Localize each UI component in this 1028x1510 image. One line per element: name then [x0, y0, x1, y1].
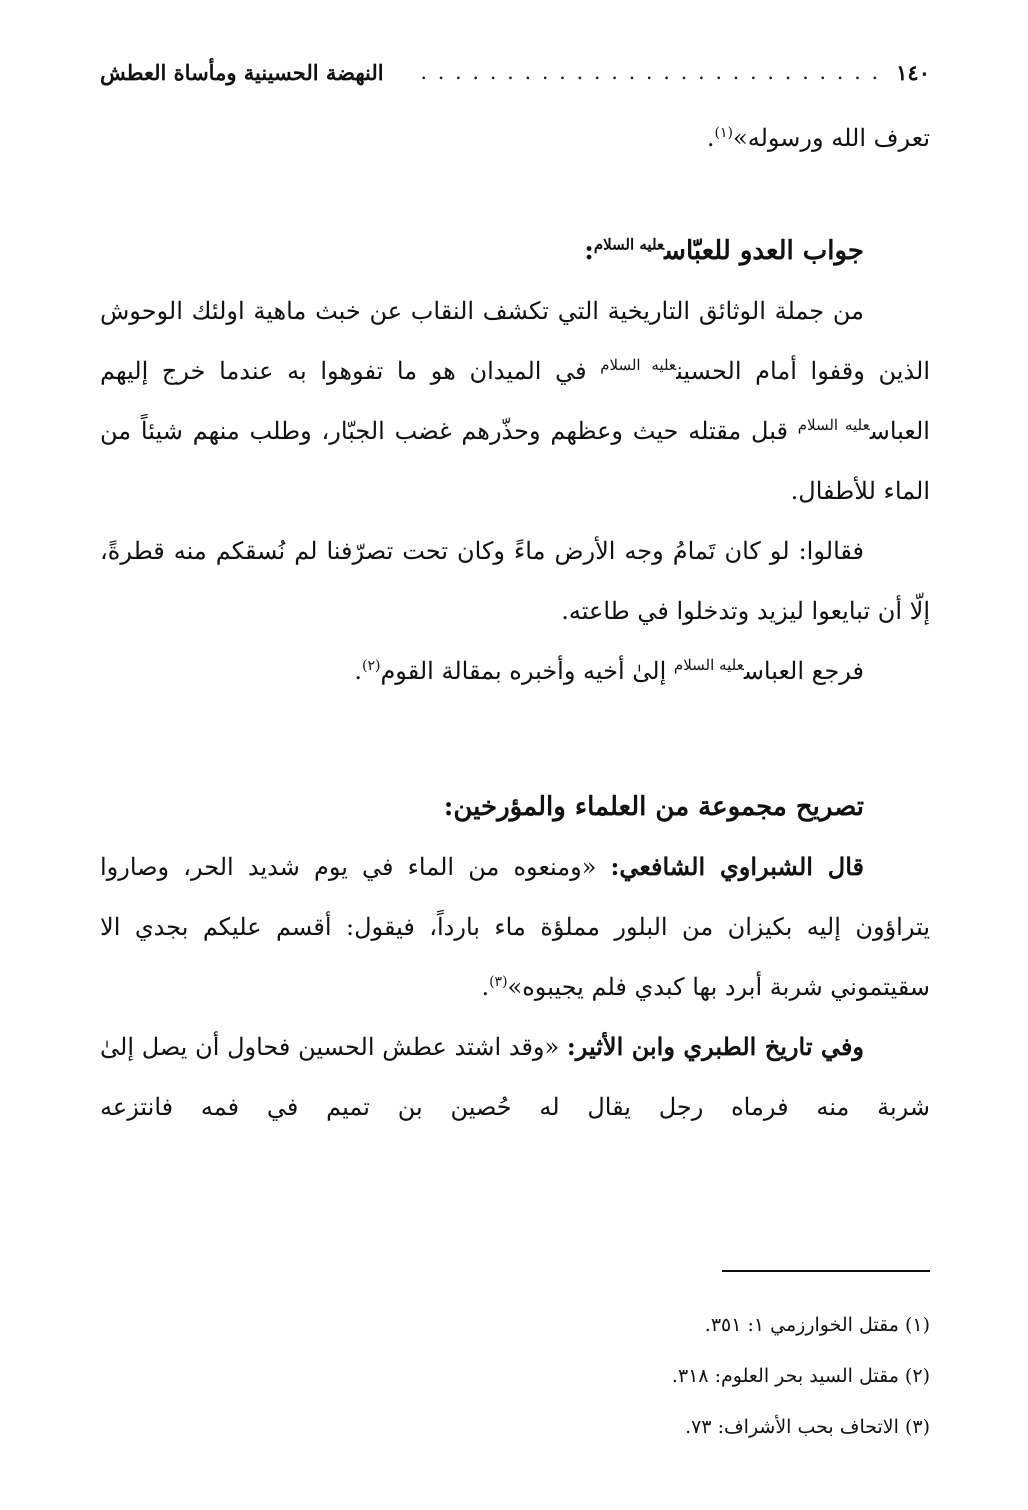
- paragraph-text: من جملة الوثائق التاريخية التي تكشف النقاب عن خبث ماهية اولئك الوحوش الذين وقفوا أمام الحسين: [100, 297, 930, 385]
- punctuation: :: [584, 236, 594, 266]
- footnote-ref-3: (٣): [489, 974, 508, 990]
- punctuation: .: [706, 124, 715, 152]
- paragraph-shabrawi: [100, 837, 930, 1017]
- footnotes: [100, 1300, 930, 1453]
- continuation-paragraph: [100, 108, 930, 168]
- header-dot-leader: . . . . . . . . . . . . . . . . . . . . . . . . . . .: [420, 60, 881, 84]
- footnote-1: (١) مقتل الخوارزمي ١: ٣٥١.: [704, 1314, 930, 1336]
- honorific-symbol: عليه السلام: [673, 656, 744, 674]
- book-title: النهضة الحسينية ومأساة العطش: [100, 59, 384, 85]
- punctuation: .: [354, 657, 362, 685]
- paragraph-text: قبل مقتله حيث وعظهم وحذّرهم غضب الجبّار، وطلب منهم شيئاً من الماء للأطفال.: [100, 417, 930, 505]
- paragraph-text: تعرف الله ورسوله»: [733, 124, 930, 152]
- footnote-2: (٢) مقتل السيد بحر العلوم: ٣١٨.: [671, 1365, 930, 1387]
- paragraph-text: في الميدان هو ما تفوهوا به عندما خرج إليهم العباس: [100, 357, 930, 445]
- paragraph-text: إلىٰ أخيه وأخبره بمقالة القوم: [380, 657, 674, 685]
- quoted-source: قال الشبراوي الشافعي:: [610, 852, 864, 881]
- footnote-3: (٣) الاتحاف بحب الأشراف: ٧٣.: [685, 1416, 930, 1438]
- footnote-rule: [722, 1270, 930, 1272]
- quoted-source: وفي تاريخ الطبري وابن الأثير:: [566, 1032, 864, 1061]
- footnote-ref-2: (٢): [361, 658, 381, 674]
- honorific-symbol: عليه السلام: [600, 356, 677, 374]
- paragraph-reply: فقالوا: لو كان تَمامُ وجه الأرض ماءً وكان تحت تصرّفنا لم نُسقكم منه قطرةً، إلّا أن تبايعوا ليزيد وتدخلوا في طاعته.: [100, 537, 930, 625]
- paragraph-tabari: [100, 1017, 930, 1137]
- honorific-symbol: عليه السلام: [593, 235, 665, 254]
- page-number: ١٤٠: [896, 59, 930, 85]
- paragraph-text: فرجع العباس: [743, 657, 864, 685]
- punctuation: .: [481, 973, 490, 1001]
- paragraph-return: [100, 641, 930, 701]
- heading-text: جواب العدو للعبّاس: [664, 236, 864, 266]
- paragraph-documents: [100, 281, 930, 521]
- footnote-ref-1: (١): [714, 125, 734, 141]
- honorific-symbol: عليه السلام: [797, 416, 870, 434]
- section-heading-scholars: تصريح مجموعة من العلماء والمؤرخين:: [443, 792, 864, 822]
- running-header: [100, 52, 930, 92]
- section-spacer: [100, 701, 930, 777]
- paragraph-text: «ومنعوه من الماء في يوم شديد الحر، وصاروا يتراؤون إليه بكيزان من البلور مملؤة ماء بارداً، فيقول: أقسم عليكم بجدي الا سقيتموني شربة أبرد بها كبدي فلم يجيبوه»: [100, 853, 930, 1001]
- section-heading-abbas: [100, 221, 930, 281]
- section-spacer: [100, 168, 930, 221]
- body-text: [100, 108, 930, 1137]
- paragraph-text: «وقد اشتد عطش الحسين فحاول أن يصل إلىٰ شربة منه فرماه رجل يقال له حُصين بن تميم في فمه فانتزعه: [100, 1033, 930, 1121]
